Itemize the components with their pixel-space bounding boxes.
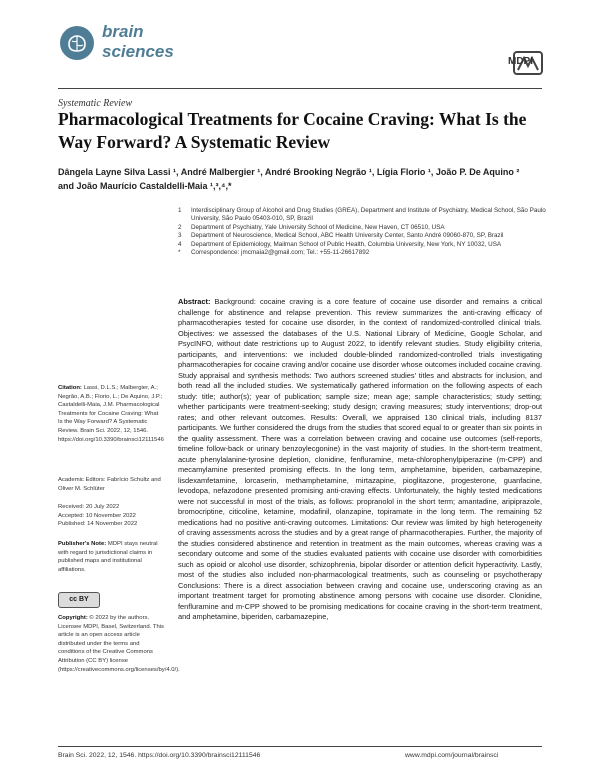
- dates-block: [58, 503, 164, 529]
- journal-logo: [58, 22, 176, 68]
- cc-license-badge[interactable]: cc BY: [58, 592, 100, 608]
- affiliations: [178, 207, 548, 257]
- affiliation-3: 3 Department of Neuroscience, Medical School, ABC Health University Center, Santo André 09060-870, SP, Brazil: [178, 232, 504, 240]
- copyright-label: Copyright:: [58, 615, 88, 621]
- affiliation-1: 1 Interdisciplinary Group of Alcohol and Drug Studies (GREA), Department and Institute of Psychiatry, Medical School, São Paulo University, São Paulo 05403-010, SP, Brazil: [178, 207, 546, 223]
- abstract-text: Background: cocaine craving is a core feature of cocaine use disorder and remains a critical challenge for abstinence and relapse prevention. This review summarizes the anti-craving efficacy of pharmacotherapies tested for cocaine use disorder, in the context of randomized-controlled clinical trials. Objectives: we assessed the databases of the U.S. National Library of Medicine, Google Scholar, and PsycINFO, without date restrictions up to August 2022, to identify relevant studies. Study eligibility criteria, participants, and interventions: we included double-blinded randomized-controlled trials investigating pharmacotherapies for cocaine craving and/or cocaine use disorder whose outcomes included cocaine craving. Study appraisal and synthesis methods: Two authors screened studies' titles and abstracts for inclusion, and both read all the included studies. We systematically gathered information on the following aspects of each study: title; author(s); year of publication; sample size; mean age; sample characteristics; study setting; whether participants were treatment-seeking; study design; craving measures; study interventions; drop-out rates; and other relevant outcomes. Results: Overall, we appraised 130 clinical trials, including 8137 participants. We further considered the drugs from the studies that scored equal to or greater than six points in the quality assessment. There was a correlation between craving and cocaine use outcomes (self-reports, timeline follow-back or urinary benzoylecgonine) in the vast majority of studies. In the short-term treatment, acute phenylalanine-tyrosine depletion, clonidine, fenfluramine, meta-chlorophenylpiperazine (m-CPP) and mecamylamine presented promising effects. In the long term, amphetamine, biperiden, carbamazepine, lisdexamfetamine, lorcaserin, methamphetamine, mirtazapine, pioglitazone, progesterone, guanfacine, levodopa, nefazodone presented promising anti-craving effects. Unfortunately, the highly tested medications were not successful in most of the trials, as follows: propranolol in the short term; amantadine, aripiprazole, bromocriptine, citicoline, ketamine, modafinil, olanzapine, topiramate in the long term. The remaining 52 medications had no positive anti-craving outcomes. Limitations: Our review was limited by high heterogeneity of craving assessments across the studies and by a great range of pharmacotherapies. Further, the majority of the studies considered abstinence and retention in treatment as the main outcomes, whereas craving was a secondary outcome and some of the studies evaluated patients with cocaine use disorder with comorbidities such as opioid or alcohol use disorder, schizophrenia, bipolar disorder or attention deficit hyperactivity. Lastly, most of the studies also included non-pharmacological treatments, such as counseling or psychotherapy Conclusions: There is a direct association between craving and cocaine use, underscoring craving as an important treatment target for promoting abstinence among persons with cocaine use disorder. Clonidine, fenfluramine and m-CPP showed to be promising medications for cocaine craving in the short-term treatment, and amphetamine, biperiden, carbamazepine,: [178, 297, 542, 621]
- header-rule: [58, 88, 542, 89]
- article-type: Systematic Review: [58, 98, 133, 109]
- footer-rule: [58, 746, 542, 747]
- affiliation-2: 2 Department of Psychiatry, Yale University School of Medicine, New Haven, CT 06510, USA: [178, 223, 445, 231]
- publisher-name: MDPI: [508, 56, 533, 67]
- editors-label: Academic Editors:: [58, 477, 106, 483]
- publisher-note: [58, 540, 164, 574]
- authors-line-1: Dângela Layne Silva Lassi ¹, André Malbergier ¹, André Brooking Negrão ¹, Lígia Florio ¹, João P. De Aquino ²: [58, 167, 520, 177]
- abstract-label: Abstract:: [178, 297, 211, 306]
- copyright-block: [58, 614, 180, 674]
- footer-citation[interactable]: Brain Sci. 2022, 12, 1546. https://doi.org/10.3390/brainsci12111546: [58, 752, 261, 759]
- publisher-note-label: Publisher's Note:: [58, 541, 107, 547]
- editors-block: [58, 476, 164, 493]
- citation-text: Lassi, D.L.S.; Malbergier, A.; Negrão, A.B.; Florio, L.; De Aquino, J.P.; Castaldelli-Maia, J.M. Pharmacological Treatments for Cocaine Craving: What Is the Way Forward? A Systematic Review. Brain Sci. 2022, 12, 1546. https://doi.org/10.3390/brainsci12111546: [58, 385, 164, 443]
- accepted-date: Accepted: 10 November 2022: [58, 512, 136, 519]
- brain-icon: [58, 24, 96, 62]
- authors-line-2: and João Maurício Castaldelli-Maia ¹,³,⁴,*: [58, 181, 232, 191]
- article-title: Pharmacological Treatments for Cocaine Craving: What Is the Way Forward? A Systematic Review: [58, 109, 527, 152]
- citation-label: Citation:: [58, 385, 82, 391]
- affiliation-4: 4 Department of Epidemiology, Mailman School of Public Health, Columbia University, New York, NY 10032, USA: [178, 240, 502, 248]
- journal-name-line2: sciences: [102, 42, 174, 61]
- mdpi-icon: [508, 48, 548, 88]
- footer-journal-url[interactable]: www.mdpi.com/journal/brainsci: [405, 752, 499, 759]
- publisher-logo: [508, 48, 548, 88]
- published-date: Published: 14 November 2022: [58, 521, 138, 528]
- author-list: [58, 165, 546, 193]
- correspondence: * Correspondence: jmcmaia2@gmail.com; Tel.: +55-11-26617892: [178, 249, 370, 257]
- abstract: [178, 297, 542, 623]
- copyright-text: © 2022 by the authors. Licensee MDPI, Basel, Switzerland. This article is an open access article distributed under the terms and conditions of the Creative Commons Attribution (CC BY) license (https://creativecommons.org/licenses/by/4.0/).: [58, 615, 180, 673]
- journal-name-line1: brain: [102, 22, 144, 41]
- editors-text: Fabrício Schultz and Oliver M. Schlüter: [58, 477, 161, 492]
- received-date: Received: 20 July 2022: [58, 504, 120, 510]
- publisher-note-text: MDPI stays neutral with regard to jurisdictional claims in published maps and institutional affiliations.: [58, 541, 158, 573]
- citation-block: [58, 384, 164, 444]
